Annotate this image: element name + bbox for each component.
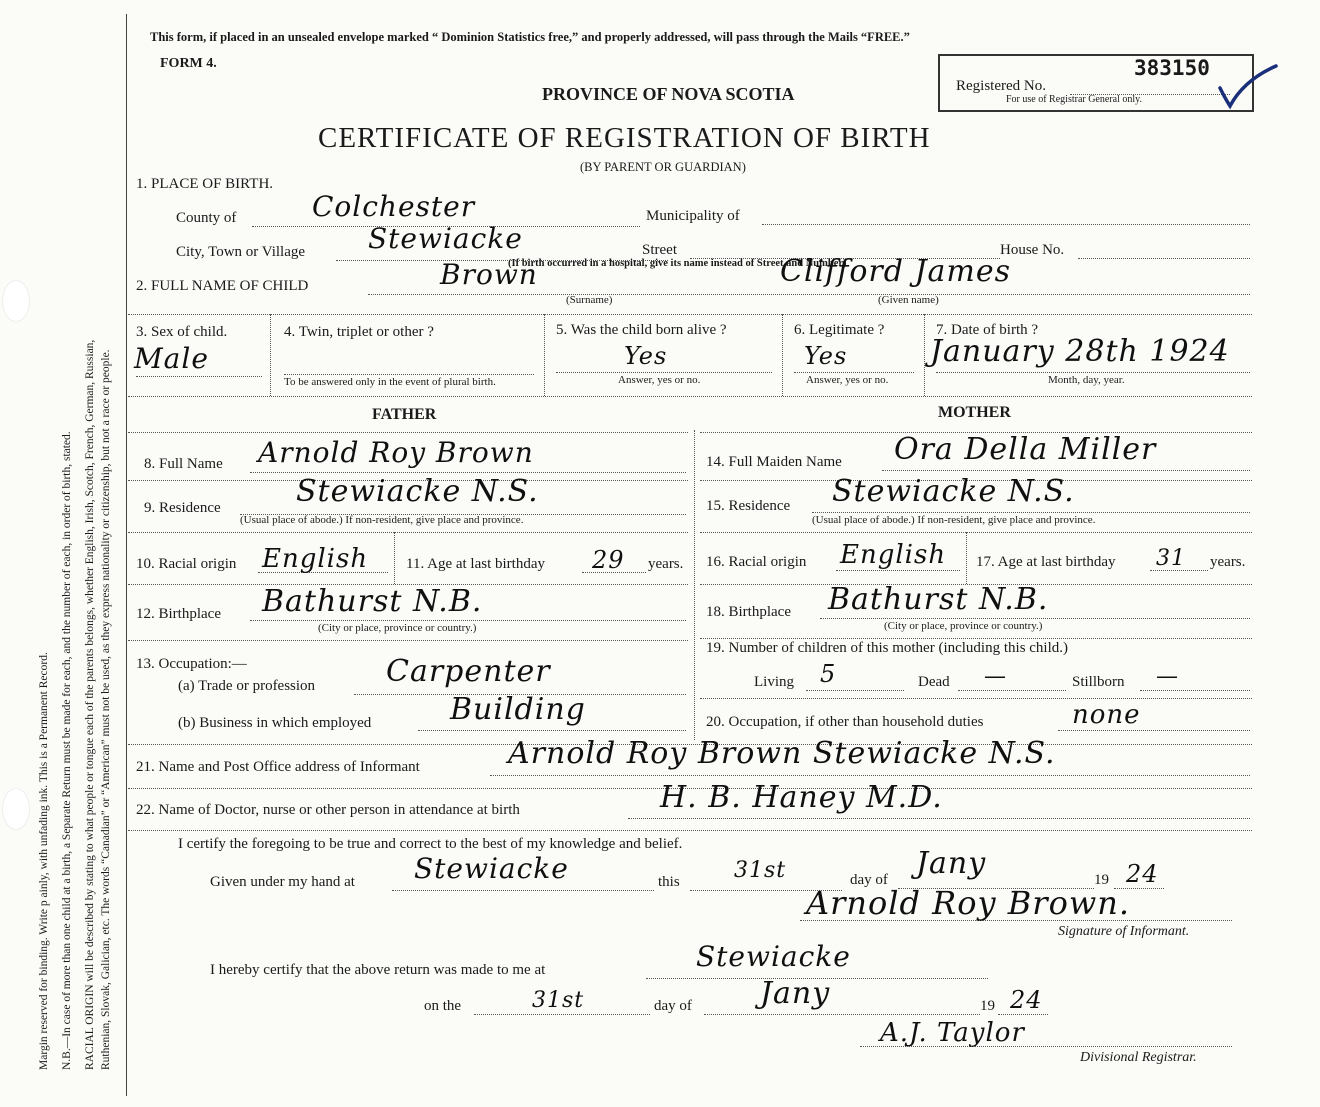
province-heading: PROVINCE OF NOVA SCOTIA [542, 84, 795, 104]
father-residence: Stewiacke N.S. [296, 474, 539, 509]
registrar-year-suffix: 24 [1010, 986, 1043, 1014]
checkmark-icon [1214, 60, 1284, 120]
father-age: 29 [592, 546, 625, 574]
sex-label: 3. Sex of child. [136, 324, 228, 340]
left-border [126, 14, 127, 1096]
doctor-label: 22. Name of Doctor, nurse or other person in attendance at birth [136, 802, 520, 818]
father-residence-note: (Usual place of abode.) If non-resident, give place and province. [240, 514, 524, 526]
mother-birthplace: Bathurst N.B. [828, 582, 1049, 617]
mother-residence-note: (Usual place of abode.) If non-resident, give place and province. [812, 514, 1096, 526]
registered-number: 383150 [1134, 56, 1210, 80]
legitimate-value: Yes [804, 342, 848, 370]
father-birthplace-note: (City or place, province or country.) [318, 622, 477, 634]
living-value: 5 [820, 660, 837, 688]
mother-name: Ora Della Miller [894, 432, 1157, 467]
father-name-label: 8. Full Name [144, 456, 223, 472]
registrar-day: 31st [532, 988, 585, 1013]
registrar-year-prefix: 19 [980, 998, 995, 1014]
trade-label: (a) Trade or profession [178, 678, 316, 694]
mother-residence: Stewiacke N.S. [832, 474, 1075, 509]
stillborn-value: — [1156, 664, 1179, 689]
dob-note: Month, day, year. [1048, 374, 1125, 386]
county-value: Colchester [312, 190, 476, 223]
registrar-caption: Divisional Registrar. [1080, 1050, 1197, 1065]
mother-age-label: 17. Age at last birthday [976, 554, 1116, 570]
father-birthplace: Bathurst N.B. [262, 584, 483, 619]
margin-note-1: Margin reserved for binding. Write p ainly, with unfading ink. This is a Permanent Record. [38, 652, 50, 1070]
child-name-label: 2. FULL NAME OF CHILD [136, 278, 309, 294]
certify-year-suffix: 24 [1126, 860, 1159, 888]
father-heading: FATHER [372, 406, 437, 423]
certify-month: Jany [916, 846, 987, 881]
alive-note: Answer, yes or no. [618, 374, 701, 386]
registered-label: Registered No. [956, 78, 1046, 94]
city-label: City, Town or Village [176, 244, 306, 260]
mother-occupation: none [1072, 700, 1141, 730]
children-count-label: 19. Number of children of this mother (including this child.) [706, 640, 1069, 656]
father-years: years. [648, 556, 684, 572]
twin-label: 4. Twin, triplet or other ? [284, 324, 434, 340]
certify-year-prefix: 19 [1094, 872, 1109, 888]
dead-value: — [984, 664, 1007, 689]
alive-label: 5. Was the child born alive ? [556, 322, 727, 338]
county-label: County of [176, 210, 237, 226]
mother-name-label: 14. Full Maiden Name [706, 454, 842, 470]
margin-note-3: RACIAL ORIGIN will be described by stating to what people or tongue each of the parents belongs, whether English, Irish, Scotch, French, German, Russian, [84, 339, 96, 1070]
living-label: Living [754, 674, 794, 690]
registrar-month: Jany [760, 976, 831, 1011]
certify-statement: I certify the foregoing to be true and correct to the best of my knowledge and belief. [178, 836, 683, 852]
registrar-signature: A.J. Taylor [880, 1018, 1025, 1048]
street-label: Street [642, 242, 677, 258]
dead-label: Dead [918, 674, 950, 690]
given-caption: (Given name) [878, 294, 939, 306]
place-of-birth-heading: 1. PLACE OF BIRTH. [136, 176, 274, 192]
child-given-name: Clifford James [780, 254, 1012, 289]
mother-heading: MOTHER [938, 404, 1011, 421]
registered-note: For use of Registrar General only. [1006, 94, 1142, 105]
legitimate-label: 6. Legitimate ? [794, 322, 885, 338]
punch-hole-top [2, 280, 30, 322]
mother-age: 31 [1156, 546, 1186, 571]
margin-note-2: N.B.—In case of more than one child at a birth, a Separate Return must be made for each, and the number of each, in order of birth, stated. [61, 431, 73, 1070]
dob-label: 7. Date of birth ? [936, 322, 1039, 338]
mother-residence-label: 15. Residence [706, 498, 791, 514]
father-occupation-label: 13. Occupation:— [136, 656, 247, 672]
certify-this-label: this [658, 874, 680, 890]
registrar-day-of-label: day of [654, 998, 692, 1014]
father-business: Building [450, 692, 586, 727]
father-name: Arnold Roy Brown [258, 436, 534, 469]
signature-caption: Signature of Informant. [1058, 924, 1190, 939]
father-residence-label: 9. Residence [144, 500, 221, 516]
doctor-value: H. B. Haney M.D. [660, 780, 943, 815]
house-label: House No. [1000, 242, 1065, 258]
mother-occupation-label: 20. Occupation, if other than household duties [706, 714, 984, 730]
father-race: English [262, 544, 369, 574]
alive-value: Yes [624, 342, 668, 370]
top-notice: This form, if placed in an unsealed envelope marked “ Dominion Statistics free,” and properly addressed, will pass through the Mails “FREE.” [150, 30, 910, 44]
certify-day-of-label: day of [850, 872, 888, 888]
informant-label: 21. Name and Post Office address of Informant [136, 759, 420, 775]
informant-signature: Arnold Roy Brown. [806, 884, 1131, 922]
given-under-label: Given under my hand at [210, 874, 355, 890]
registrar-place: Stewiacke [696, 940, 851, 973]
stillborn-label: Stillborn [1072, 674, 1125, 690]
municipality-label: Municipality of [646, 208, 740, 224]
child-surname: Brown [440, 258, 538, 291]
mother-birthplace-note: (City or place, province or country.) [884, 620, 1043, 632]
father-race-label: 10. Racial origin [136, 556, 237, 572]
form-number: FORM 4. [160, 56, 217, 71]
page-title: CERTIFICATE OF REGISTRATION OF BIRTH [318, 122, 931, 154]
father-age-label: 11. Age at last birthday [406, 556, 545, 572]
father-trade: Carpenter [386, 654, 551, 689]
hospital-note: (If birth occurred in a hospital, give its name instead of Street and Number) [508, 258, 847, 269]
page-subtitle: (BY PARENT OR GUARDIAN) [580, 160, 746, 174]
margin-note-4: Ruthenian, Slovak, Galician, etc. The words “Canadian” or “American” must not be used, as they express nationality or citizenship, but not a race or people. [100, 349, 112, 1070]
registered-box [938, 54, 1254, 112]
registrar-statement: I hereby certify that the above return was made to me at [210, 962, 546, 978]
business-label: (b) Business in which employed [178, 715, 372, 731]
given-place: Stewiacke [414, 852, 569, 885]
father-birthplace-label: 12. Birthplace [136, 606, 221, 622]
twin-note: To be answered only in the event of plural birth. [284, 376, 496, 388]
sex-value: Male [134, 342, 209, 375]
legitimate-note: Answer, yes or no. [806, 374, 889, 386]
dob-value: January 28th 1924 [930, 334, 1230, 369]
city-value: Stewiacke [368, 222, 523, 255]
certify-day: 31st [734, 858, 787, 883]
mother-race-label: 16. Racial origin [706, 554, 807, 570]
informant-value: Arnold Roy Brown Stewiacke N.S. [508, 736, 1056, 771]
mother-race: English [840, 540, 947, 570]
registrar-on-the-label: on the [424, 998, 462, 1014]
surname-caption: (Surname) [566, 294, 613, 306]
mother-years: years. [1210, 554, 1246, 570]
punch-hole-bottom [2, 788, 30, 830]
mother-birthplace-label: 18. Birthplace [706, 604, 791, 620]
